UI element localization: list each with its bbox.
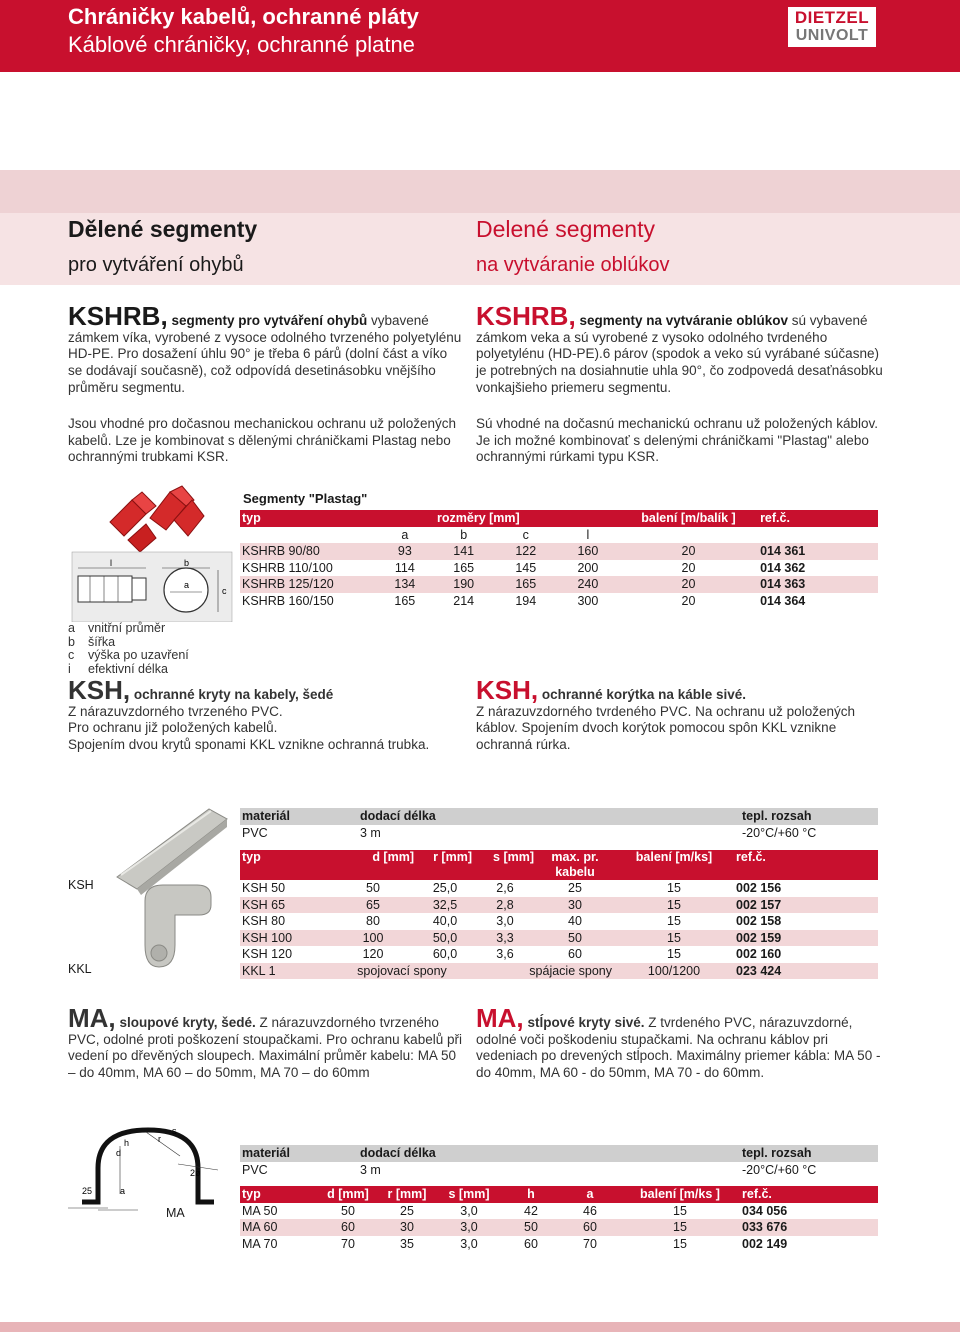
- ksh-name-cz: KSH,: [68, 675, 131, 705]
- ma-lead-sk: stĺpové kryty sivé.: [527, 1015, 645, 1030]
- kkl-image-label: KKL: [68, 962, 92, 976]
- kshrb-name-sk: KSHRB,: [476, 301, 576, 331]
- table-row: KSHRB 160/150 165 214 194 300 20 014 364: [242, 593, 806, 608]
- table-row: MA 50 50 25 3,0 42 46 15 034 056: [242, 1203, 788, 1218]
- table-header-row: materiál dodací délka tepl. rozsah: [240, 1145, 878, 1162]
- table-header-row: materiál dodací délka tepl. rozsah: [240, 808, 878, 825]
- ksh-table: [240, 850, 878, 979]
- ksh-image-label: KSH: [68, 878, 94, 892]
- ma-label-d: d: [116, 1148, 122, 1158]
- legend-item: c výška po uzavření: [68, 648, 189, 662]
- col-ref: ref.č.: [758, 510, 878, 527]
- header-title-sk: Káblové chráničky, ochranné platne: [68, 32, 415, 57]
- ma-material-table: [240, 1145, 878, 1178]
- kkl-clip-photo: [145, 885, 211, 967]
- brand-logo: [788, 7, 876, 47]
- table-row: KKL 1 spojovací spony spájacie spony 100/1200 023 424: [240, 963, 878, 980]
- table-row: KSH 80 80 40,0 3,0 40 15 002 158: [242, 914, 782, 929]
- kshrb-name-cz: KSHRB,: [68, 301, 168, 331]
- drawing-label-c: c: [222, 586, 227, 596]
- section-title-sk: Delené segmenty: [476, 216, 655, 242]
- footer-strip: [0, 1322, 960, 1332]
- ma-label-a: a: [120, 1186, 126, 1196]
- ksh-desc-cz: [68, 675, 468, 754]
- ma-table: [240, 1186, 878, 1252]
- table-header-row: [240, 510, 878, 527]
- kshrb-text2-cz: Jsou vhodné pro dočasnou mechanickou ochranu už položených kabelů. Lze je kombinovat s dělenými chráničkami Plastag nebo ochrannými trubkami KSR.: [68, 416, 457, 465]
- table-subheader-row: a b c l: [401, 527, 590, 542]
- drawing-label-a: a: [184, 580, 190, 590]
- ksh-name-sk: KSH,: [476, 675, 539, 705]
- drawing-label-l: l: [110, 558, 112, 568]
- kshrb-text1-cz: vybavené zámkem víka, vyrobené z vysoce odolného tvrzeného polyetylénu HD-PE. Pro dosažení úhlu 90° je třeba 6 párů (dolní část a víko se dodávají současně), což odpovídá desetinásobku vnějšího průměru segmentu.: [68, 313, 462, 395]
- table-header-row: typ d [mm] r [mm] s [mm] max. pr. kabelu balení [m/ks] ref.č.: [240, 850, 878, 880]
- col-baleni: balení [m/balík ]: [619, 510, 758, 527]
- ksh-lead-sk: ochranné korýtka na káble sivé.: [541, 687, 746, 702]
- ksh-text-line: Spojením dvou krytů sponami KKL vznikne ochranná trubka.: [68, 737, 430, 753]
- kshrb-lead-cz: segmenty pro vytváření ohybů: [171, 313, 368, 328]
- logo-dietzel: DIETZEL: [794, 8, 870, 27]
- kshrb-text1-sk: sú vybavené zámkom veka a sú vyrobené z vysoko odolného tvrdeného polyetylénu (HD-PE).6 párov (spodok a veko sú vyrábané súčasne) je potrebných na dosiahnutie uhla 90°, čo zodpovedá desaťnásobku vonkajšieho priemeru segmentu.: [476, 313, 883, 395]
- kshrb-table-title: Segmenty "Plastag": [243, 491, 368, 506]
- ma-label-r: r: [158, 1134, 161, 1144]
- ksh-text-line: Pro ochranu již položených kabelů.: [68, 720, 278, 736]
- kshrb-desc-cz: [68, 301, 463, 397]
- ksh-text-line: Z nárazuvzdorného tvrzeného PVC.: [68, 703, 283, 719]
- ksh-text-sk: Z nárazuvzdorného tvrdeného PVC. Na ochranu už položených káblov. Spojením dvoch korýtok pomocou spôn KKL vznikne ochranná rúrka.: [476, 703, 855, 753]
- ma-text-cz: Z nárazuvzdorného tvrzeného PVC, odolné proti poškození stoupačkami. Pro ochranu kabelů při vedení po dřevěných sloupech. Maximální průměr kabelu: MA 50 – do 40mm, MA 60 – do 50mm, MA 70 – do 60mm: [68, 1015, 462, 1081]
- section-band-top: [0, 170, 960, 213]
- section-subtitle-cz: pro vytváření ohybů: [68, 254, 244, 276]
- ma-desc-cz: [68, 1003, 463, 1082]
- drawing-label-b: b: [184, 558, 190, 568]
- table-row: PVC 3 m -20°C/+60 °C: [242, 825, 817, 840]
- table-row: KSH 100 100 50,0 3,3 50 15 002 159: [240, 930, 878, 947]
- table-row: KSHRB 125/120 134 190 165 240 20 014 363: [240, 576, 878, 593]
- legend-item: i efektivní délka: [68, 661, 168, 676]
- section-title-cz: Dělené segmenty: [68, 216, 258, 242]
- legend-item: a vnitřní průměr: [68, 621, 166, 635]
- table-row: KSHRB 110/100 114 165 145 200 20 014 362: [242, 560, 806, 575]
- logo-univolt: UNIVOLT: [795, 27, 869, 44]
- table-row: KSH 65 65 32,5 2,8 30 15 002 157: [240, 897, 878, 914]
- ksh-kkl-image: [115, 805, 230, 975]
- kshrb-table: [240, 510, 878, 609]
- ma-label-h: h: [124, 1138, 130, 1148]
- kshrb-legend: [68, 622, 189, 676]
- header-title-cz: Chráničky kabelů, ochranné pláty: [68, 4, 419, 29]
- ma-name-cz: MA,: [68, 1003, 116, 1033]
- kshrb-desc-sk: [476, 301, 891, 397]
- ma-image-label: MA: [166, 1206, 185, 1220]
- legend-item: b šířka: [68, 634, 116, 649]
- ksh-cover-photo: [117, 809, 227, 895]
- table-row: KSH 50 50 25,0 2,6 25 15 002 156: [242, 881, 782, 896]
- table-row: PVC 3 m -20°C/+60 °C: [242, 1162, 817, 1177]
- col-rozmery: rozměry [mm]: [377, 510, 619, 527]
- segment-product-photo: [110, 486, 204, 552]
- table-row: MA 70 70 35 3,0 60 70 15 002 149: [242, 1236, 788, 1251]
- ma-desc-sk: [476, 1003, 886, 1082]
- ksh-lead-cz: ochranné kryty na kabely, šedé: [133, 687, 334, 702]
- table-row: KSHRB 90/80 93 141 122 160 20 014 361: [240, 543, 878, 560]
- ma-technical-drawing: [68, 1110, 228, 1220]
- table-row: KSH 120 120 60,0 3,6 60 15 002 160: [242, 947, 782, 962]
- ksh-desc-sk: [476, 675, 891, 754]
- ma-label-2o: 2ø: [190, 1168, 201, 1178]
- ma-name-sk: MA,: [476, 1003, 524, 1033]
- segment-technical-drawing: [72, 552, 232, 622]
- ksh-material-table: [240, 808, 878, 841]
- table-header-row: typ d [mm] r [mm] s [mm] h a balení [m/ks ] ref.č.: [240, 1186, 878, 1203]
- col-typ: typ: [240, 510, 377, 527]
- table-row: MA 60 60 30 3,0 50 60 15 033 676: [240, 1219, 878, 1236]
- kshrb-segments-image: [70, 480, 235, 622]
- kshrb-text2-sk: Sú vhodné na dočasnú mechanickú ochranu už položených káblov. Je ich možné kombinovať s delenými chráničkami "Plastag" alebo ochrannými rúrkami typu KSR.: [476, 416, 879, 465]
- section-subtitle-sk: na vytváranie oblúkov: [476, 254, 670, 276]
- ma-label-s: s: [172, 1126, 177, 1136]
- ma-label-25: 25: [82, 1186, 93, 1196]
- ma-lead-cz: sloupové kryty, šedé.: [119, 1015, 256, 1030]
- ma-text-sk: Z tvrdeného PVC, nárazuvzdorné, odolné voči poškodeniu stupačkami. Na ochranu káblov pri vedeniach po drevených stĺpoch. Maximálny priemer kábla: MA 50 - do 40mm, MA 60 - do 50mm, MA 70 - do 60mm.: [476, 1015, 881, 1081]
- kshrb-lead-sk: segmenty na vytváranie oblúkov: [579, 313, 789, 328]
